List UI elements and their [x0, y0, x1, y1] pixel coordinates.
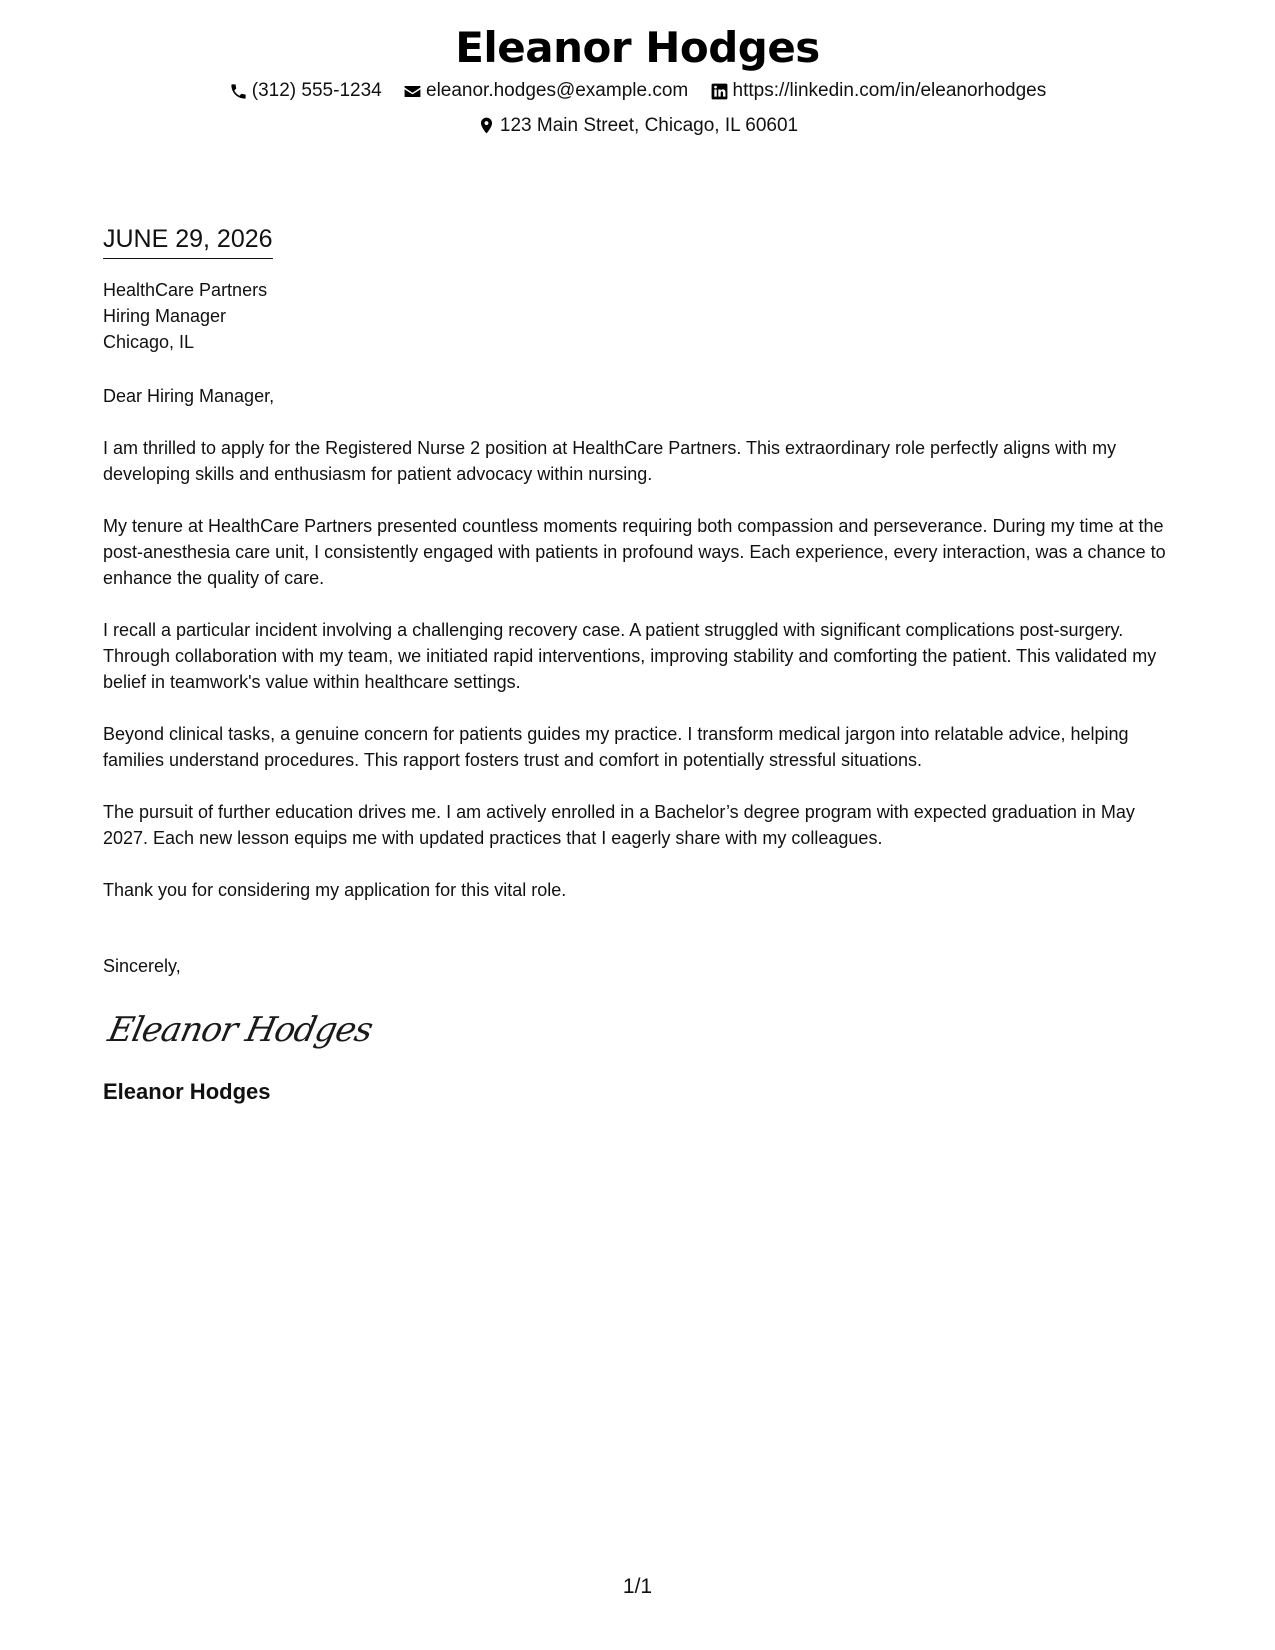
linkedin-url[interactable]: https://linkedin.com/in/eleanorhodges: [732, 80, 1047, 101]
envelope-icon: [403, 82, 422, 101]
paragraph: The pursuit of further education drives me. I am actively enrolled in a Bachelor’s degree program with expected graduation in May 2027. Each new lesson equips me with updated practices that I eagerly share with my colleagues.: [103, 802, 1135, 848]
street-address: 123 Main Street, Chicago, IL 60601: [499, 114, 799, 136]
map-marker-icon: [477, 116, 496, 135]
recipient-location: Chicago, IL: [103, 332, 195, 352]
svg-text:Eleanor Hodges: Eleanor Hodges: [104, 1010, 376, 1050]
phone-icon: [229, 82, 248, 101]
recipient-company: HealthCare Partners: [103, 280, 268, 300]
paragraph: I recall a particular incident involving a challenging recovery case. A patient struggled with significant complications post-surgery. Through collaboration with my team, we initiated rapid interventions, improving stability and comforting the patient. This validated my belief in teamwork's value within healthcare settings.: [103, 620, 1157, 692]
paragraph: I am thrilled to apply for the Registered Nurse 2 position at HealthCare Partners. This extraordinary role perfectly aligns with my developing skills and enthusiasm for patient advocacy within nursing.: [103, 438, 1117, 484]
salutation: Dear Hiring Manager,: [103, 386, 275, 406]
signer-name: Eleanor Hodges: [103, 1079, 271, 1104]
contact-row-address: [0, 111, 1275, 146]
letterhead: [0, 20, 1275, 145]
paragraph: Beyond clinical tasks, a genuine concern for patients guides my practice. I transform medical jargon into relatable advice, helping families understand procedures. This rapport fosters trust and comfort in potentially stressful situations.: [103, 724, 1129, 770]
applicant-name: Eleanor Hodges: [455, 23, 820, 72]
letter-date: JUNE 29, 2026: [103, 222, 273, 259]
address-contact: [477, 111, 798, 141]
email-address[interactable]: eleanor.hodges@example.com: [426, 80, 689, 101]
linkedin-icon: [710, 82, 729, 101]
page-number: 1/1: [622, 1575, 653, 1598]
letter-body: [103, 222, 1173, 1107]
linkedin-contact[interactable]: [710, 76, 1047, 106]
recipient-title: Hiring Manager: [103, 306, 227, 326]
closing: Sincerely,: [103, 956, 181, 976]
phone-number: (312) 555-1234: [251, 80, 382, 101]
paragraph: Thank you for considering my application for this vital role.: [103, 880, 567, 900]
paragraph: My tenure at HealthCare Partners presented countless moments requiring both compassion and perseverance. During my time at the post-anesthesia care unit, I consistently engaged with patients in profound ways. Each experience, every interaction, was a chance to enhance the quality of care.: [103, 516, 1166, 588]
handwritten-signature: [104, 1001, 1173, 1057]
phone-contact: [229, 76, 382, 106]
recipient-block: [103, 277, 1173, 355]
contact-row-primary: [0, 76, 1275, 111]
email-contact[interactable]: [403, 76, 688, 106]
